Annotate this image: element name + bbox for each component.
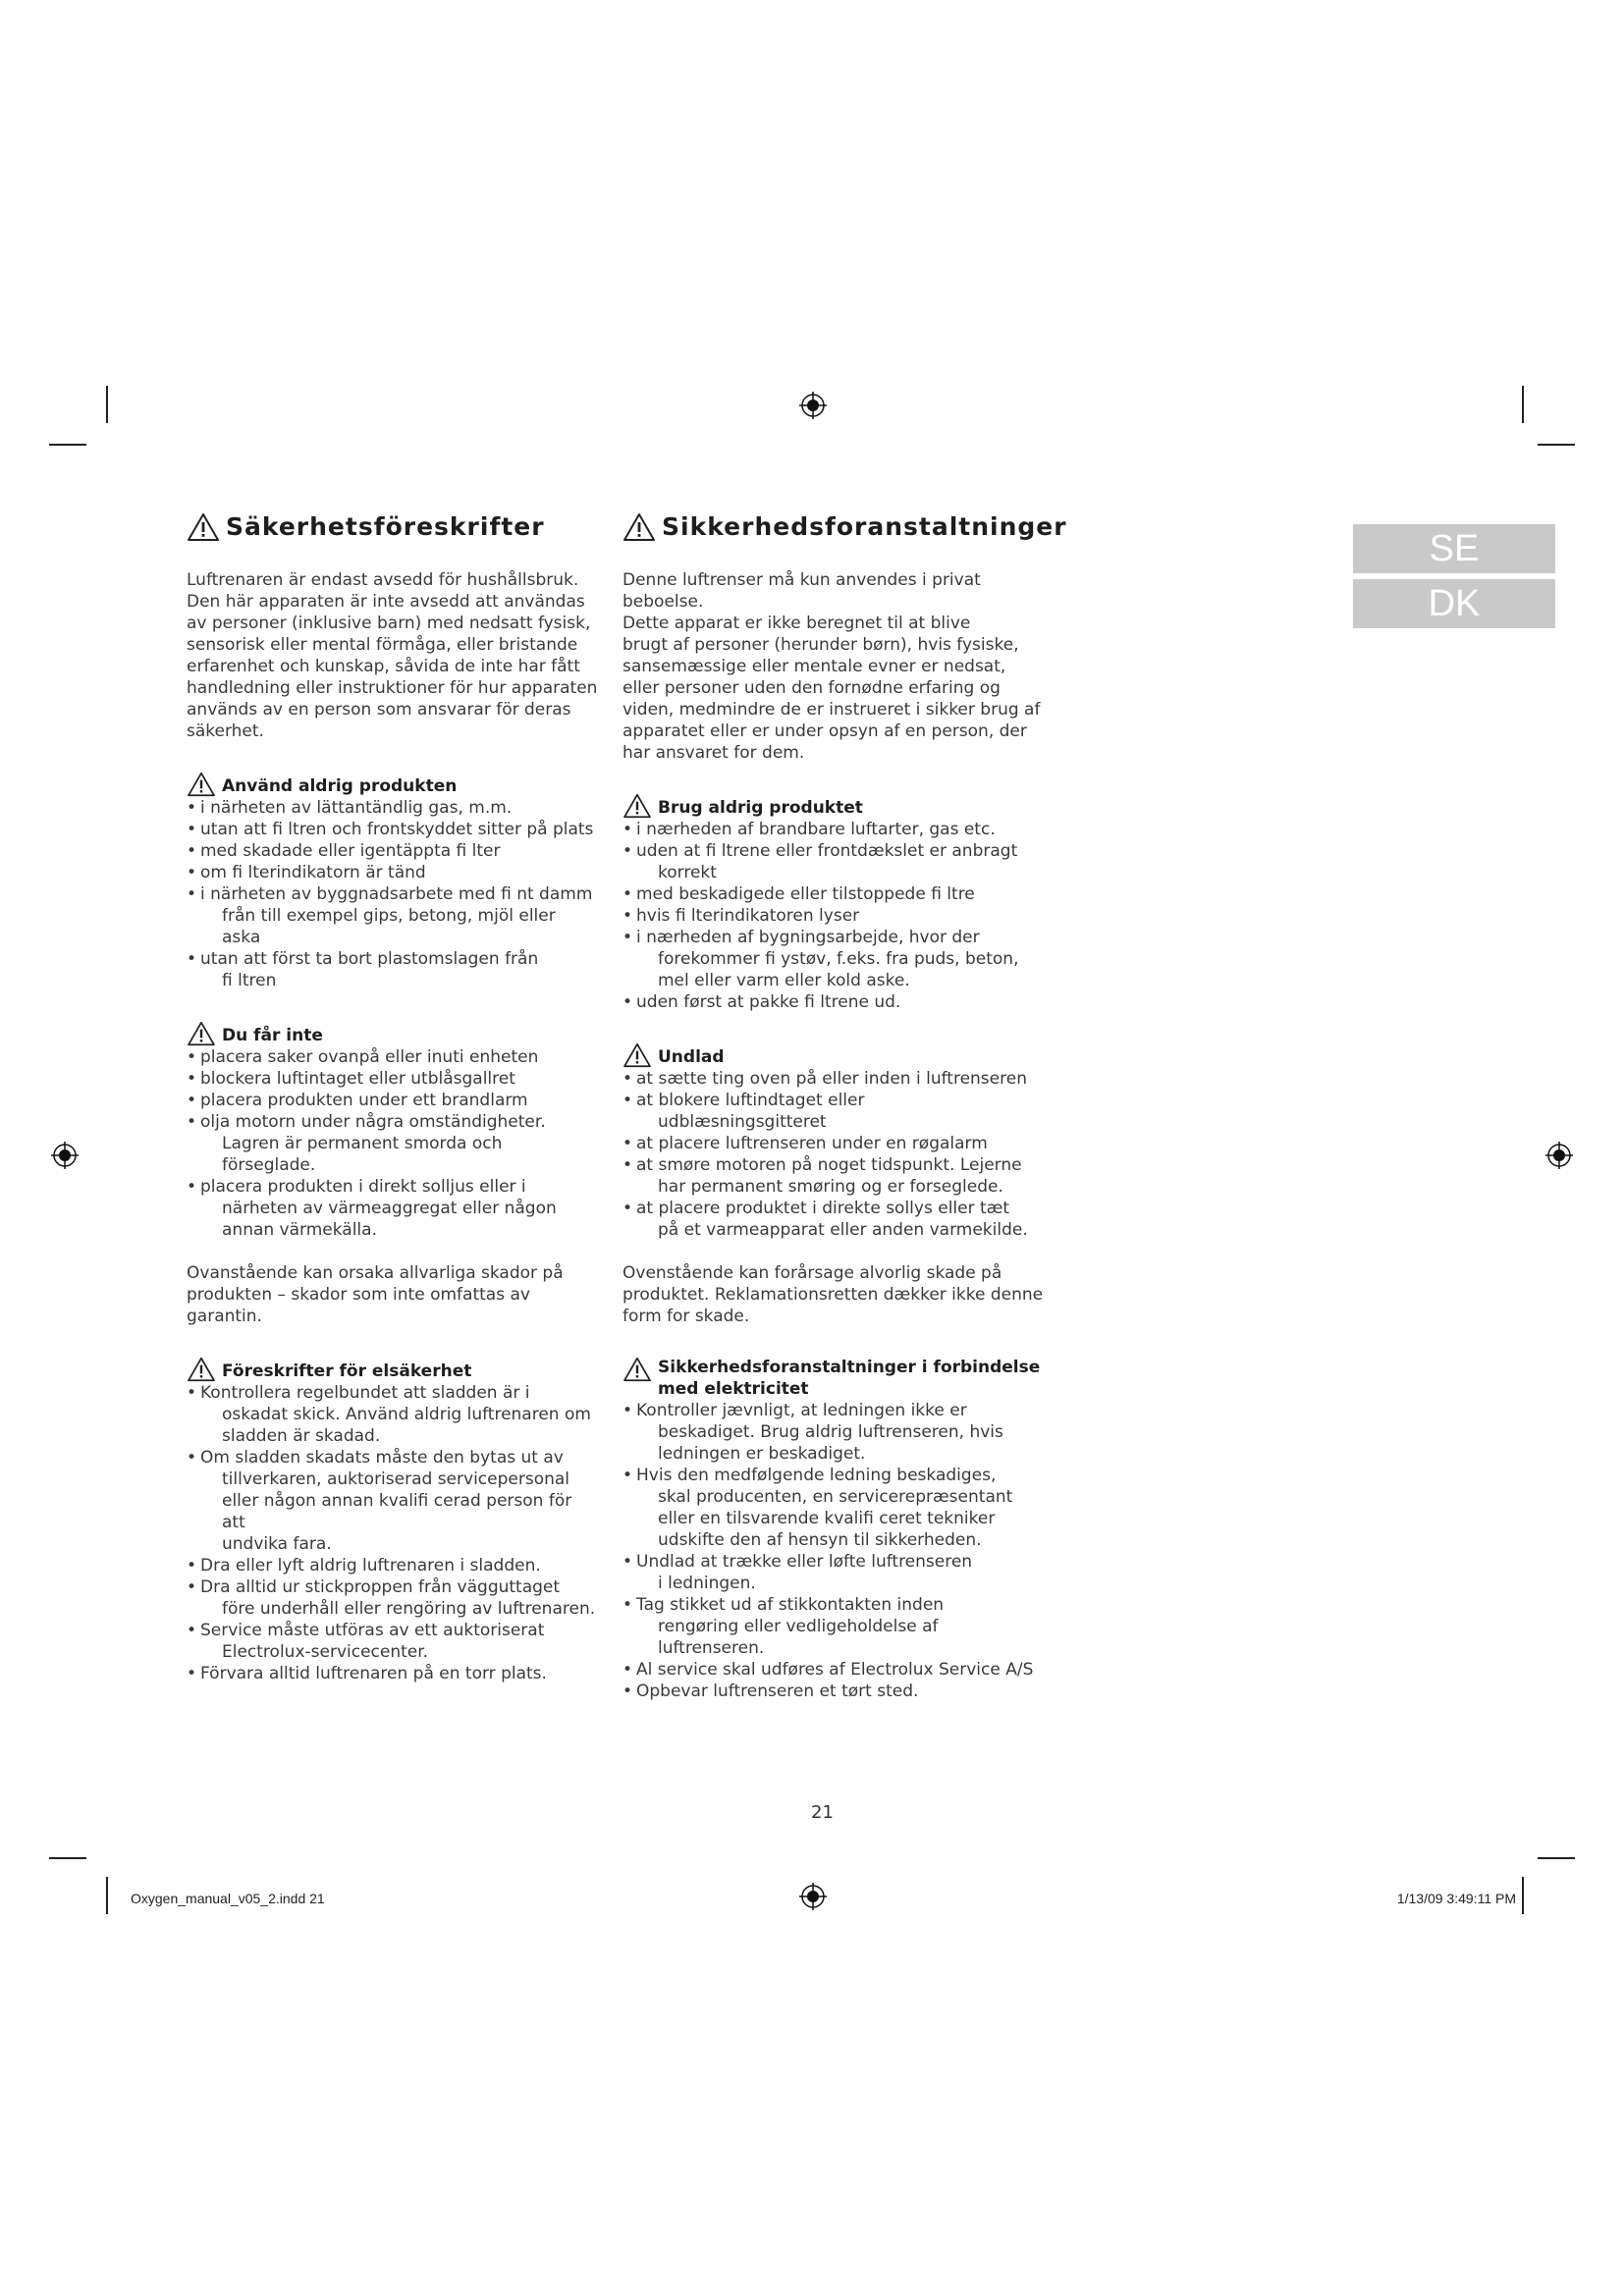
crop-mark: [106, 386, 108, 423]
list-line: uden at fi ltrene eller frontdækslet er anbragt: [636, 841, 1018, 861]
list-item: [187, 840, 599, 862]
list-item: [623, 991, 1055, 1013]
bullet-list: [623, 819, 1055, 1013]
list-line: i nærheden af bygningsarbejde, hvor der: [636, 928, 980, 947]
list-line: blockera luftintaget eller utblåsgallret: [200, 1069, 515, 1089]
list-line: luftrenseren.: [658, 1638, 765, 1658]
list-line: skal producenten, en servicerepræsentant: [658, 1487, 1013, 1507]
bullet-list: [623, 1400, 1055, 1702]
list-item: [623, 1090, 1055, 1133]
list-item: [187, 1046, 599, 1068]
list-line: at placere luftrenseren under en røgalarm: [636, 1134, 988, 1153]
list-item: [623, 927, 1055, 991]
warning-icon: [187, 512, 220, 542]
list-line: mel eller varm eller kold aske.: [658, 971, 910, 990]
list-line: före underhåll eller rengöring av luftrenaren.: [222, 1599, 596, 1619]
list-item: [187, 1111, 599, 1176]
list-line: Opbevar luftrenseren et tørt sted.: [636, 1682, 919, 1701]
warning-note: produktet. Reklamationsretten dækker ikke denne: [623, 1285, 1044, 1305]
warning-note: Ovenstående kan forårsage alvorlig skade på: [623, 1263, 1002, 1283]
list-item: [623, 1154, 1055, 1198]
list-item: [187, 797, 599, 819]
warning-icon: [623, 1042, 652, 1068]
list-item: [623, 1551, 1055, 1594]
list-line: Undlad at trække eller løfte luftrenseren: [636, 1552, 973, 1572]
intro-line: sansemæssige eller mentale evner er nedsat,: [623, 657, 1006, 676]
list-line: Dra alltid ur stickproppen från vägguttaget: [200, 1577, 561, 1597]
subsection-heading: [187, 1357, 599, 1382]
intro-line: har ansvaret for dem.: [623, 743, 805, 763]
list-line: hvis fi lterindikatoren lyser: [636, 906, 860, 926]
subsection-heading: [623, 1042, 1055, 1068]
list-line: annan värmekälla.: [222, 1220, 377, 1240]
list-line: placera saker ovanpå eller inuti enheten: [200, 1047, 539, 1067]
list-line: eller en tilsvarende kvalifi ceret tekniker: [658, 1509, 996, 1528]
list-line: placera produkten i direkt solljus eller i: [200, 1177, 526, 1197]
list-item: [187, 1068, 599, 1090]
list-line: utan att fi ltren och frontskyddet sitter på plats: [200, 820, 594, 839]
right-column: [623, 512, 1067, 1702]
warning-icon: [623, 512, 656, 542]
list-line: på et varmeapparat eller anden varmekilde.: [658, 1220, 1028, 1240]
warning-note: form for skade.: [623, 1307, 750, 1326]
intro-line: erfarenhet och kunskap, såvida de inte har fått: [187, 657, 580, 676]
list-item: [623, 1133, 1055, 1154]
list-item: [187, 1576, 599, 1620]
list-line: med beskadigede eller tilstoppede fi ltre: [636, 884, 975, 904]
warning-icon: [187, 1021, 216, 1046]
intro-line: säkerhet.: [187, 721, 264, 741]
list-line: placera produkten under ett brandlarm: [200, 1091, 528, 1110]
list-item: [187, 1382, 599, 1447]
list-line: ledningen er beskadiget.: [658, 1444, 866, 1464]
warning-note: produkten – skador som inte omfattas av garantin.: [187, 1285, 530, 1326]
intro-line: beboelse.: [623, 592, 704, 612]
subsection-heading-text: Undlad: [658, 1047, 725, 1067]
list-line: Service måste utföras av ett auktoriserat: [200, 1621, 545, 1640]
list-line: udskifte den af hensyn til sikkerheden.: [658, 1530, 982, 1550]
list-line: eller någon annan kvalifi cerad person för att: [222, 1491, 572, 1532]
list-line: at smøre motoren på noget tidspunkt. Lejerne: [636, 1155, 1022, 1175]
list-line: Dra eller lyft aldrig luftrenaren i sladden.: [200, 1556, 541, 1575]
list-item: [623, 840, 1055, 883]
subsection-heading-line: Sikkerhedsforanstaltninger i forbindelse: [658, 1358, 1041, 1377]
list-item: [187, 1176, 599, 1241]
list-item: [623, 905, 1055, 927]
list-item: [187, 1447, 599, 1555]
list-line: at blokere luftindtaget eller: [636, 1091, 865, 1110]
list-item: [623, 1659, 1055, 1681]
list-item: [187, 819, 599, 840]
bullet-list: [187, 797, 599, 991]
subsection-heading-text: Föreskrifter för elsäkerhet: [222, 1362, 472, 1381]
list-line: Hvis den medfølgende ledning beskadiges,: [636, 1466, 997, 1485]
warning-icon: [187, 1357, 216, 1382]
list-item: [187, 883, 599, 948]
subsection-heading: [187, 772, 599, 797]
intro-line: Luftrenaren är endast avsedd för hushållsbruk.: [187, 570, 579, 590]
list-item: [187, 1555, 599, 1576]
subsection-heading-text: Använd aldrig produkten: [222, 776, 458, 796]
crop-mark: [1522, 1877, 1524, 1914]
list-line: at sætte ting oven på eller inden i luftrenseren: [636, 1069, 1027, 1089]
list-item: [623, 883, 1055, 905]
registration-mark-icon: [51, 1142, 79, 1169]
list-line: at placere produktet i direkte sollys eller tæt: [636, 1199, 1010, 1218]
list-item: [187, 1090, 599, 1111]
bullet-list: [187, 1046, 599, 1241]
warning-icon: [623, 1357, 652, 1382]
list-line: udblæsningsgitteret: [658, 1112, 827, 1132]
footer-filename: Oxygen_manual_v05_2.indd 21: [131, 1891, 325, 1906]
list-line: Tag stikket ud af stikkontakten inden: [636, 1595, 945, 1615]
warning-icon: [623, 793, 652, 819]
subsection-heading: [623, 1357, 1055, 1400]
intro-line: handledning eller instruktioner för hur apparaten: [187, 678, 598, 698]
list-line: Om sladden skadats måste den bytas ut av: [200, 1448, 564, 1468]
list-line: oskadat skick. Använd aldrig luftrenaren om: [222, 1405, 591, 1424]
list-line: i närheten av byggnadsarbete med fi nt damm: [200, 884, 593, 904]
list-line: olja motorn under några omständigheter.: [200, 1112, 546, 1132]
registration-mark-icon: [799, 1883, 827, 1910]
list-item: [623, 1465, 1055, 1551]
bullet-list: [623, 1068, 1055, 1241]
section-title-text: Säkerhetsföreskrifter: [226, 512, 545, 541]
subsection-heading: [623, 793, 1055, 819]
list-line: tillverkaren, auktoriserad servicepersonal: [222, 1469, 570, 1489]
subsection-heading-text: Du får inte: [222, 1026, 323, 1045]
list-item: [623, 1594, 1055, 1659]
registration-mark-icon: [799, 392, 827, 419]
subsection-heading-line: med elektricitet: [658, 1379, 809, 1399]
list-item: [623, 1400, 1055, 1465]
list-item: [187, 862, 599, 883]
list-line: i ledningen.: [658, 1574, 756, 1593]
intro-line: Denne luftrenser må kun anvendes i privat: [623, 570, 981, 590]
crop-mark: [1522, 386, 1524, 423]
list-line: sladden är skadad.: [222, 1426, 381, 1446]
list-line: rengøring eller vedligeholdelse af: [658, 1617, 939, 1636]
page-number: 21: [811, 1802, 834, 1823]
crop-mark: [49, 1857, 86, 1859]
list-item: [187, 948, 599, 991]
registration-mark-icon: [1545, 1142, 1573, 1169]
crop-mark: [49, 444, 86, 446]
bullet-list: [187, 1382, 599, 1684]
intro-line: brugt af personer (herunder børn), hvis fysiske,: [623, 635, 1019, 655]
intro-line: apparatet eller er under opsyn af en person, der: [623, 721, 1027, 741]
list-line: Lagren är permanent smorda och förseglade.: [222, 1134, 503, 1175]
list-line: korrekt: [658, 863, 717, 882]
list-item: [187, 1663, 599, 1684]
warning-note: Ovanstående kan orsaka allvarliga skador på: [187, 1263, 564, 1283]
list-line: Kontroller jævnligt, at ledningen ikke er: [636, 1401, 967, 1420]
list-line: Electrolux-servicecenter.: [222, 1642, 429, 1662]
list-line: har permanent smøring og er forseglede.: [658, 1177, 1003, 1197]
left-column: [187, 512, 599, 1684]
list-item: [623, 1198, 1055, 1241]
list-item: [623, 819, 1055, 840]
list-line: från till exempel gips, betong, mjöl eller aska: [222, 906, 556, 947]
subsection-heading-text: Brug aldrig produktet: [658, 798, 863, 818]
list-line: Kontrollera regelbundet att sladden är i: [200, 1383, 530, 1403]
intro-line: sensorisk eller mental förmåga, eller bristande: [187, 635, 578, 655]
section-title: [623, 512, 1067, 542]
list-line: med skadade eller igentäppta fi lter: [200, 841, 501, 861]
intro-line: används av en person som ansvarar för deras: [187, 700, 571, 720]
section-title-text: Sikkerhedsforanstaltninger: [662, 512, 1067, 541]
list-line: beskadiget. Brug aldrig luftrenseren, hvis: [658, 1422, 1003, 1442]
crop-mark: [1538, 1857, 1575, 1859]
list-line: utan att först ta bort plastomslagen från: [200, 949, 539, 969]
list-line: undvika fara.: [222, 1534, 332, 1554]
list-line: Förvara alltid luftrenaren på en torr plats.: [200, 1664, 547, 1683]
list-line: närheten av värmeaggregat eller någon: [222, 1199, 557, 1218]
list-line: i närheten av lättantändlig gas, m.m.: [200, 798, 513, 818]
subsection-heading: [187, 1021, 599, 1046]
language-tab-dk: DK: [1353, 579, 1555, 628]
list-line: forekommer fi ystøv, f.eks. fra puds, beton,: [658, 949, 1019, 969]
list-line: om fi lterindikatorn är tänd: [200, 863, 426, 882]
intro-line: av personer (inklusive barn) med nedsatt fysisk,: [187, 614, 591, 633]
intro-line: Den här apparaten är inte avsedd att användas: [187, 592, 585, 612]
crop-mark: [1538, 444, 1575, 446]
subsection-heading-text: [658, 1357, 1040, 1400]
list-item: [187, 1620, 599, 1663]
list-line: uden først at pakke fi ltrene ud.: [636, 992, 901, 1012]
intro-line: viden, medmindre de er instrueret i sikker brug af: [623, 700, 1041, 720]
list-item: [623, 1068, 1055, 1090]
list-item: [623, 1681, 1055, 1702]
crop-mark: [106, 1877, 108, 1914]
language-tab-se: SE: [1353, 524, 1555, 573]
intro-line: eller personer uden den fornødne erfaring og: [623, 678, 1001, 698]
footer-datetime: 1/13/09 3:49:11 PM: [1396, 1891, 1516, 1906]
list-line: Al service skal udføres af Electrolux Service A/S: [636, 1660, 1034, 1680]
warning-icon: [187, 772, 216, 797]
list-line: i nærheden af brandbare luftarter, gas etc.: [636, 820, 996, 839]
list-line: fi ltren: [222, 971, 277, 990]
intro-line: Dette apparat er ikke beregnet til at blive: [623, 614, 971, 633]
section-title: [187, 512, 599, 542]
